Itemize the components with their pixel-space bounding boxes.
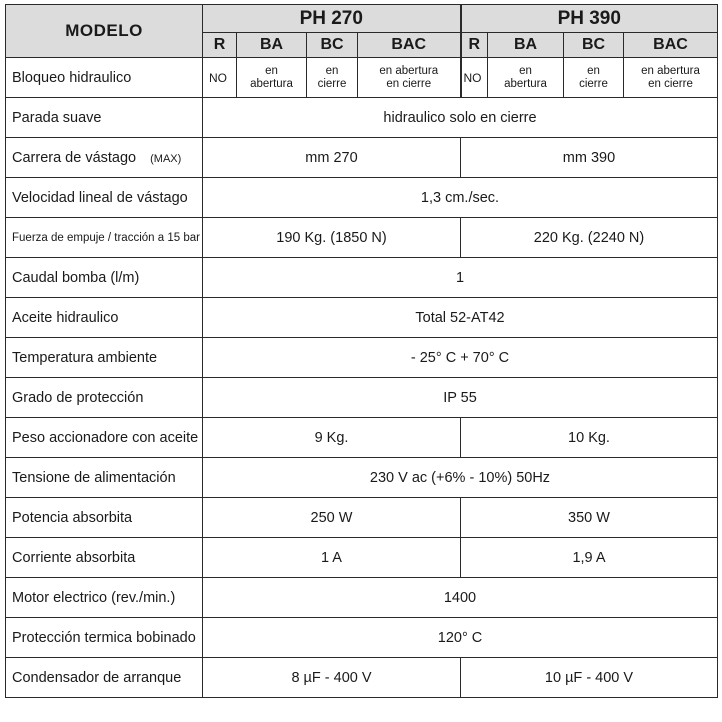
- row-thermal: [6, 618, 718, 658]
- lock-r-b: NO: [461, 58, 488, 98]
- variant-bc-b: BC: [564, 32, 624, 57]
- row-speed: [6, 178, 718, 218]
- variant-ba-a: BA: [237, 32, 307, 57]
- row-hydraulic-lock: [6, 58, 718, 98]
- label-protection: Grado de protección: [6, 378, 203, 418]
- row-oil: [6, 298, 718, 338]
- row-pump-flow: [6, 258, 718, 298]
- stroke-note: (MAX): [150, 152, 182, 165]
- row-voltage: [6, 458, 718, 498]
- value-power-b: 350 W: [461, 498, 718, 538]
- row-soft-stop: [6, 98, 718, 138]
- label-speed: Velocidad lineal de vástago: [6, 178, 203, 218]
- label-oil: Aceite hidraulico: [6, 298, 203, 338]
- value-current-a: 1 A: [203, 538, 461, 578]
- value-oil: Total 52-AT42: [203, 298, 718, 338]
- row-stroke: [6, 138, 718, 178]
- row-weight: [6, 418, 718, 458]
- value-capacitor-b: 10 µF - 400 V: [461, 658, 718, 698]
- specifications-table: [5, 4, 718, 698]
- lock-bac-b: en abertura en cierre: [624, 58, 718, 98]
- variant-r-b: R: [461, 32, 488, 57]
- label-voltage: Tensione de alimentación: [6, 458, 203, 498]
- row-power: [6, 498, 718, 538]
- label-hydraulic-lock: Bloqueo hidraulico: [6, 58, 203, 98]
- label-weight: Peso accionadore con aceite: [6, 418, 203, 458]
- variant-bac-b: BAC: [624, 32, 718, 57]
- lock-ba-b: en abertura: [488, 58, 564, 98]
- label-thermal: Protección termica bobinado: [6, 618, 203, 658]
- value-current-b: 1,9 A: [461, 538, 718, 578]
- label-pump-flow: Caudal bomba (l/m): [6, 258, 203, 298]
- value-force-a: 190 Kg. (1850 N): [203, 218, 461, 258]
- value-force-b: 220 Kg. (2240 N): [461, 218, 718, 258]
- label-power: Potencia absorbita: [6, 498, 203, 538]
- variant-bc-a: BC: [307, 32, 358, 57]
- model-header: MODELO: [6, 5, 203, 58]
- model-b-header: PH 390: [461, 5, 718, 33]
- value-motor: 1400: [203, 578, 718, 618]
- value-stroke-b: mm 390: [461, 138, 718, 178]
- label-force: Fuerza de empuje / tracción a 15 bar: [6, 218, 203, 258]
- row-motor: [6, 578, 718, 618]
- model-a-header: PH 270: [203, 5, 461, 33]
- row-capacitor: [6, 658, 718, 698]
- value-soft-stop: hidraulico solo en cierre: [203, 98, 718, 138]
- value-weight-a: 9 Kg.: [203, 418, 461, 458]
- header-row-models: [6, 5, 718, 33]
- lock-r-a: NO: [203, 58, 237, 98]
- row-force: [6, 218, 718, 258]
- lock-bac-a: en abertura en cierre: [358, 58, 461, 98]
- value-speed: 1,3 cm./sec.: [203, 178, 718, 218]
- value-power-a: 250 W: [203, 498, 461, 538]
- lock-bc-b: en cierre: [564, 58, 624, 98]
- row-temperature: [6, 338, 718, 378]
- label-current: Corriente absorbita: [6, 538, 203, 578]
- lock-bc-a: en cierre: [307, 58, 358, 98]
- value-voltage: 230 V ac (+6% - 10%) 50Hz: [203, 458, 718, 498]
- variant-ba-b: BA: [488, 32, 564, 57]
- label-stroke: Carrera de vástago (MAX): [6, 138, 203, 178]
- variant-bac-a: BAC: [358, 32, 461, 57]
- label-soft-stop: Parada suave: [6, 98, 203, 138]
- label-temperature: Temperatura ambiente: [6, 338, 203, 378]
- value-thermal: 120° C: [203, 618, 718, 658]
- value-stroke-a: mm 270: [203, 138, 461, 178]
- label-motor: Motor electrico (rev./min.): [6, 578, 203, 618]
- row-protection: [6, 378, 718, 418]
- value-capacitor-a: 8 µF - 400 V: [203, 658, 461, 698]
- label-capacitor: Condensador de arranque: [6, 658, 203, 698]
- value-temperature: - 25° C + 70° C: [203, 338, 718, 378]
- value-pump-flow: 1: [203, 258, 718, 298]
- variant-r-a: R: [203, 32, 237, 57]
- value-weight-b: 10 Kg.: [461, 418, 718, 458]
- lock-ba-a: en abertura: [237, 58, 307, 98]
- value-protection: IP 55: [203, 378, 718, 418]
- row-current: [6, 538, 718, 578]
